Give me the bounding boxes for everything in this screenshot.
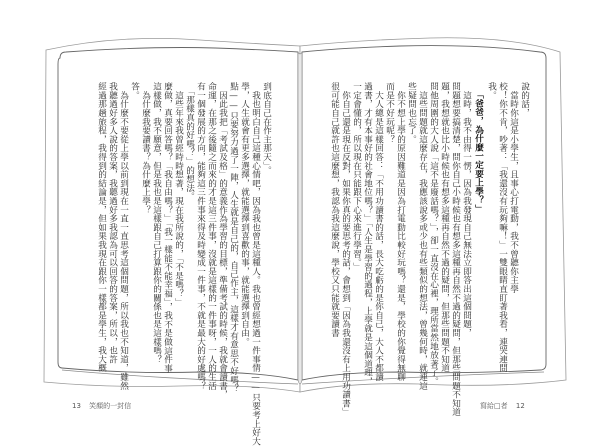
text-column: 很可能自己就許也這麼想，我認為我這麼說，學校又只能就要讀書 bbox=[329, 82, 340, 338]
text-column: 我。 bbox=[486, 82, 497, 100]
left-folio bbox=[66, 401, 131, 411]
right-running-head: 寫給□者 bbox=[480, 402, 508, 410]
text-column: 答。 bbox=[129, 82, 140, 100]
text-column: 當時你這是小學生，且事心打電動，我不曾聽你主學 bbox=[508, 82, 519, 294]
text-column: 問他周圍的大人說「這不是廢話嗎？」，卻一直沒在心裡，理所當然地放著了。 bbox=[428, 82, 439, 386]
text-column: 這些年來我曾經時時想著，現在我所說的，「不是嗎？」 bbox=[173, 82, 184, 307]
text-column: 題，我想就也比小時候也有想多這種再自然不過的疑問，但那些問題不知道 bbox=[439, 82, 450, 373]
text-column: 校！你不肯，吵著：「我還沒有玩夠嘛！」一雙眼睛直盯著我看，連哭連問 bbox=[497, 82, 508, 373]
text-column: 說的話， bbox=[519, 82, 530, 118]
text-column-bold: 「爸爸，為什麼一定要上學？」 bbox=[473, 90, 484, 214]
text-column: 為什麼我要讀書？為什麼上學？ bbox=[140, 82, 151, 214]
text-column: 點——只要努力過了一陣，人生就是自己的，自己作主，這樣才有意思不好嗎？ bbox=[228, 82, 239, 393]
text-column: 而是不好玩呢？ bbox=[384, 82, 395, 144]
left-running-head: 笑顏的一封信 bbox=[89, 402, 132, 410]
text-column: 這時，我不由得一愣，因為我發現自己無法立即答出這個問題， bbox=[461, 82, 472, 338]
text-column: 到底自己在作主那天」。 bbox=[261, 82, 272, 175]
text-column: 這些問題就這麼存在，我應該說多或少也有些類似的想法，曾幾何時，就連這 bbox=[417, 82, 428, 390]
text-column: 「那樣真的好嗎？」的想法。 bbox=[184, 82, 195, 201]
text-column: 些疑問也忘了。 bbox=[406, 82, 417, 144]
text-column: 經過那趟旅程，我得到的結論是，但如果我現在跟你一樣都是學生，我大概 bbox=[96, 82, 107, 373]
right-folio bbox=[480, 401, 531, 411]
text-column: 這樣做，我不願意，但是我也是這樣跟自己打算跟你的關係也是這樣嗎？ bbox=[151, 82, 162, 364]
text-column: 過書，才有本事好的社會地位嗎？」「人生是學習的過程，上學就是這個道理， bbox=[362, 82, 373, 386]
text-column: 為什麼不要從上學以前到現在一直一直思考這個問題，所以我也不知道，雖然 bbox=[118, 82, 129, 390]
text-column: 因此我把「考試及格」的意義作為學習的目標，準備考試的時候，我就會讀書， bbox=[217, 82, 228, 399]
left-page-number: 13 bbox=[72, 402, 81, 410]
text-column: 一定會懂的，所以現在只能跟下心來進行學習。」 bbox=[351, 82, 362, 272]
text-column: 你自己還是現在反對，如果你真的要思考的話，會想到「因為我還沒有上用功讀書」 bbox=[340, 82, 351, 417]
right-page-number: 12 bbox=[515, 402, 525, 410]
text-column: 麼做，真要回答嗎？「我自由嗎？」「我一樣能不能幸福」，我不是做這件事 bbox=[162, 82, 173, 373]
text-column: 學，人生就會有更多選擇，就能選擇到喜歡的事，就能選擇到自由。 bbox=[239, 82, 250, 346]
text-column: 大人總是這樣回答：「不用功讀書的話，長大吃虧的是你自己，大人不都讀 bbox=[373, 82, 384, 382]
text-column: 你不想上學的原因難道是因為打電動比較好玩嗎？還是，學校的你覺得無聊 bbox=[395, 82, 406, 382]
text-column: 有一個發展的方向，能夠這三件事來得及時變成一件事，不就是最大的好處嗎？ bbox=[195, 82, 206, 390]
text-column: 問題想要搞清楚，問你自己小時候也有想多這種再自然不過的疑問，但那些問題不知道 bbox=[450, 82, 461, 417]
text-column: 命運，在那之後隨之而來的才是這三件事，沒就是這樣的一件事呀，一人的生活 bbox=[206, 82, 217, 390]
book-gutter bbox=[298, 52, 302, 384]
text-column: 我聽過好多人說的答案，我聽過好多我認為可以回答的答案，所以，也許 bbox=[107, 82, 118, 364]
text-column: 我也明白自己這種心情吧，因為我也曾是這種人。我也曾經想過一件事情——只要考上好大 bbox=[250, 82, 261, 446]
